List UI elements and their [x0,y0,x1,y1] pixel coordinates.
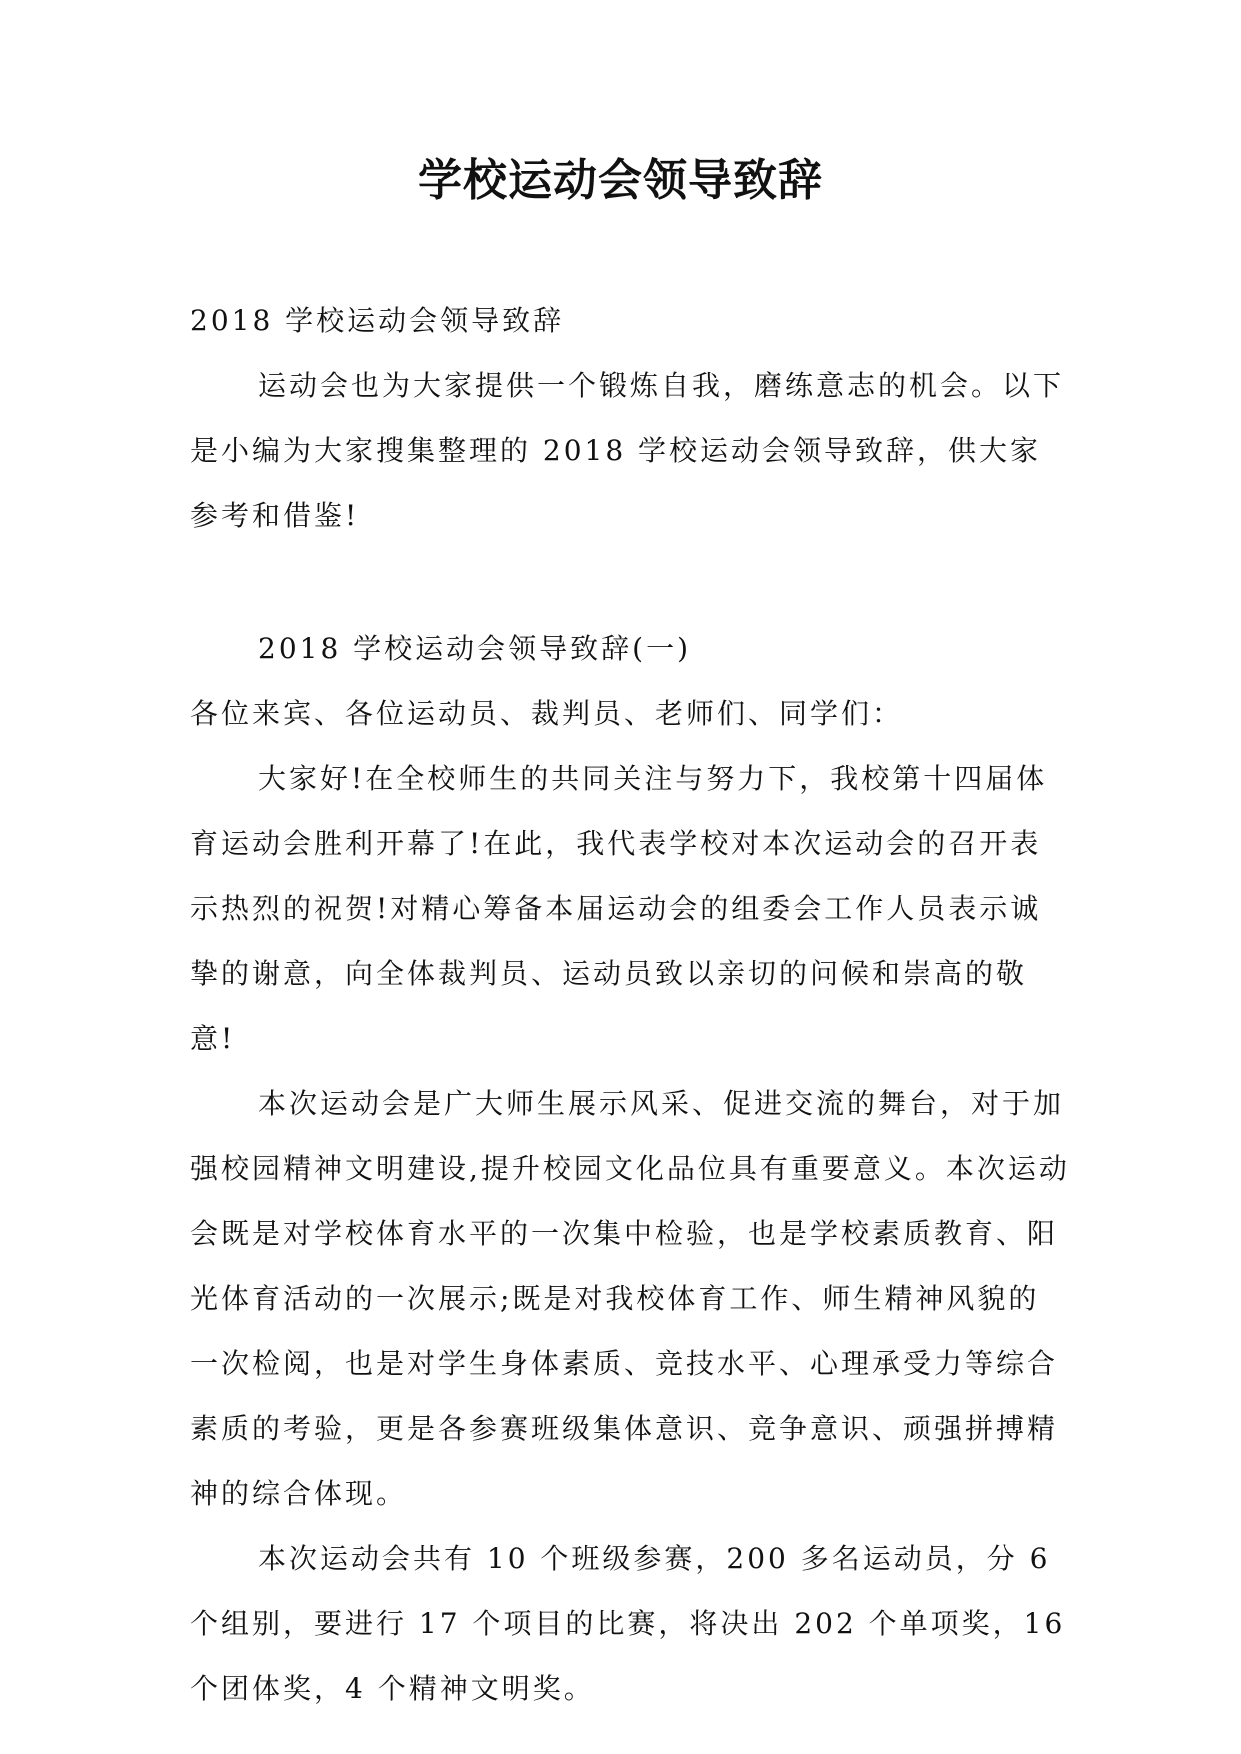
section-heading: 2018 学校运动会领导致辞(一) [258,632,692,665]
salutation-paragraph: 各位来宾、各位运动员、裁判员、老师们、同学们： [190,697,904,730]
document-body [190,288,1070,1721]
document-title: 学校运动会领导致辞 [418,155,823,206]
intro-paragraph: 运动会也为大家提供一个锻炼自我，磨练意志的机会。以下是小编为大家搜集整理的 2018 学校运动会领导致辞，供大家参考和借鉴! [190,369,1065,532]
significance-paragraph: 本次运动会是广大师生展示风采、促进交流的舞台，对于加强校园精神文明建设,提升校园文化品位具有重要意义。本次运动会既是对学校体育水平的一次集中检验，也是学校素质教育、阳光体育活动的一次展示;既是对我校体育工作、师生精神风貌的一次检阅，也是对学生身体素质、竞技水平、心理承受力等综合素质的考验，更是各参赛班级集体意识、竞争意识、顽强拼搏精神的综合体现。 [190,1087,1070,1510]
event-summary-paragraph: 本次运动会共有 10 个班级参赛，200 多名运动员，分 6 个组别，要进行 17 个项目的比赛，将决出 202 个单项奖，16 个团体奖，4 个精神文明奖。 [190,1542,1066,1705]
greeting-paragraph: 大家好!在全校师生的共同关注与努力下，我校第十四届体育运动会胜利开幕了!在此，我代表学校对本次运动会的召开表示热烈的祝贺!对精心筹备本届运动会的组委会工作人员表示诚挚的谢意，向全体裁判员、运动员致以亲切的问候和崇高的敬意! [190,762,1048,1055]
subtitle-paragraph: 2018 学校运动会领导致辞 [190,304,565,337]
